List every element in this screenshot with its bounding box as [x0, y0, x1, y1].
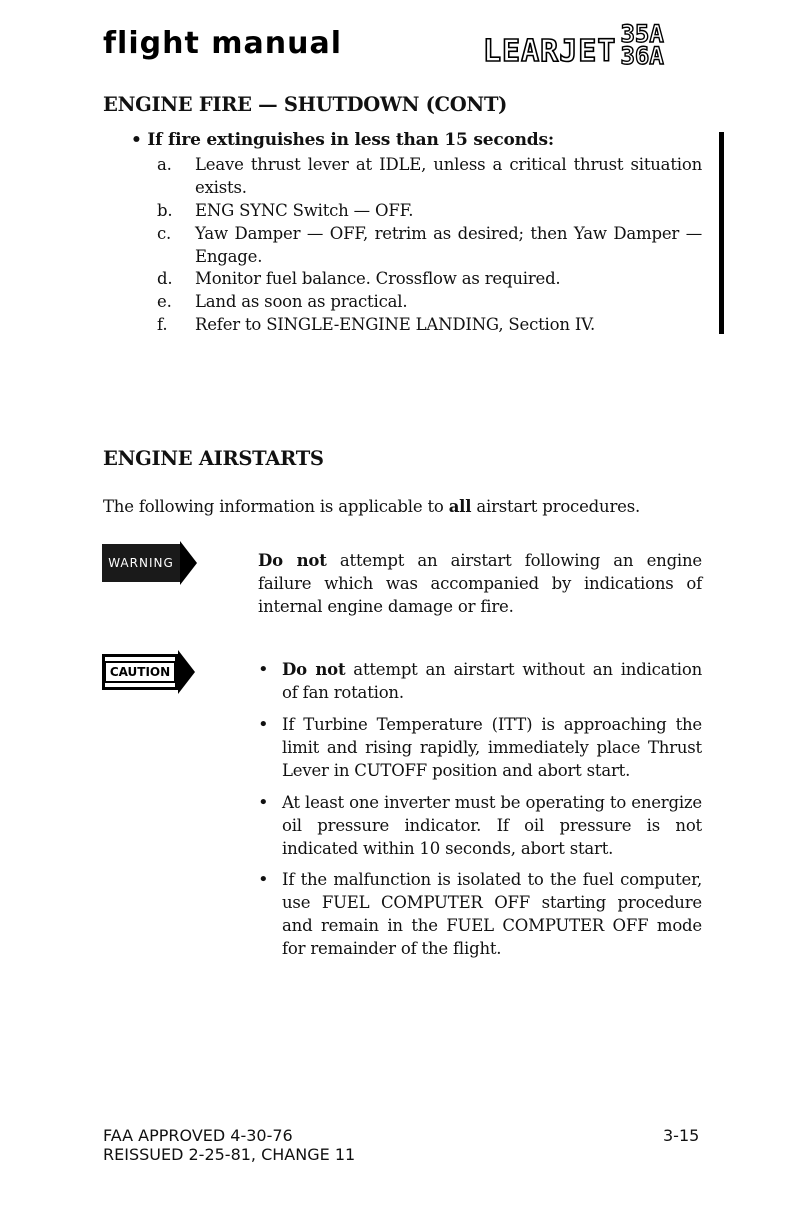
- warning-arrow-icon: [180, 541, 197, 585]
- step-d: d. Monitor fuel balance. Crossflow as required.: [157, 269, 561, 288]
- bullet-icon: •: [258, 659, 269, 680]
- caution-badge: CAUTION: [102, 650, 195, 694]
- step-e: e. Land as soon as practical.: [157, 292, 408, 311]
- page-number: 3-15: [663, 1126, 700, 1145]
- caution-bullet-2: • If Turbine Temperature (ITT) is approaching the limit and rising rapidly, immediately place Thrust Lever in CUTOFF position and abort start.: [258, 714, 702, 780]
- manual-title: flight manual: [103, 26, 342, 61]
- bullet-icon: •: [258, 869, 269, 890]
- footer-approval: FAA APPROVED 4-30-76 REISSUED 2-25-81, CHANGE 11: [103, 1126, 356, 1164]
- model-bottom: 36A: [620, 41, 664, 70]
- caution-bullet-3: • At least one inverter must be operating to energize oil pressure indicator. If oil pressure is not indicated within 10 seconds, abort start.: [258, 792, 702, 858]
- revision-bar: [719, 132, 724, 334]
- airstart-intro: The following information is applicable to all airstart procedures.: [103, 497, 641, 516]
- step-a: a. Leave thrust lever at IDLE, unless a critical thrust situation exists.: [157, 155, 702, 197]
- caution-arrow-icon: [178, 650, 195, 694]
- fire-condition: • If fire extinguishes in less than 15 seconds:: [131, 130, 554, 150]
- warning-badge: WARNING: [102, 541, 197, 585]
- warning-text: Do not attempt an airstart following an engine failure which was accompanied by indications of internal engine damage or fire.: [258, 551, 702, 616]
- bullet-icon: •: [258, 714, 269, 735]
- section-title-airstarts: ENGINE AIRSTARTS: [103, 447, 324, 470]
- section-title-engine-fire: ENGINE FIRE — SHUTDOWN (CONT): [103, 93, 508, 116]
- brand-logo: [483, 20, 664, 70]
- model-top: 35A: [620, 20, 664, 48]
- step-c: c. Yaw Damper — OFF, retrim as desired; then Yaw Damper — Engage.: [157, 224, 702, 266]
- step-b: b. ENG SYNC Switch — OFF.: [157, 201, 414, 220]
- caution-bullet-1: • Do not attempt an airstart without an indication of fan rotation.: [258, 659, 702, 702]
- caution-bullet-4: • If the malfunction is isolated to the fuel computer, use FUEL COMPUTER OFF starting procedure and remain in the FUEL COMPUTER OFF mode for remainder of the flight.: [258, 869, 702, 958]
- step-f: f. Refer to SINGLE-ENGINE LANDING, Section IV.: [157, 315, 596, 334]
- model-numbers: [620, 20, 664, 70]
- brand-name: LEARJET: [483, 34, 617, 70]
- bullet-icon: •: [258, 792, 269, 813]
